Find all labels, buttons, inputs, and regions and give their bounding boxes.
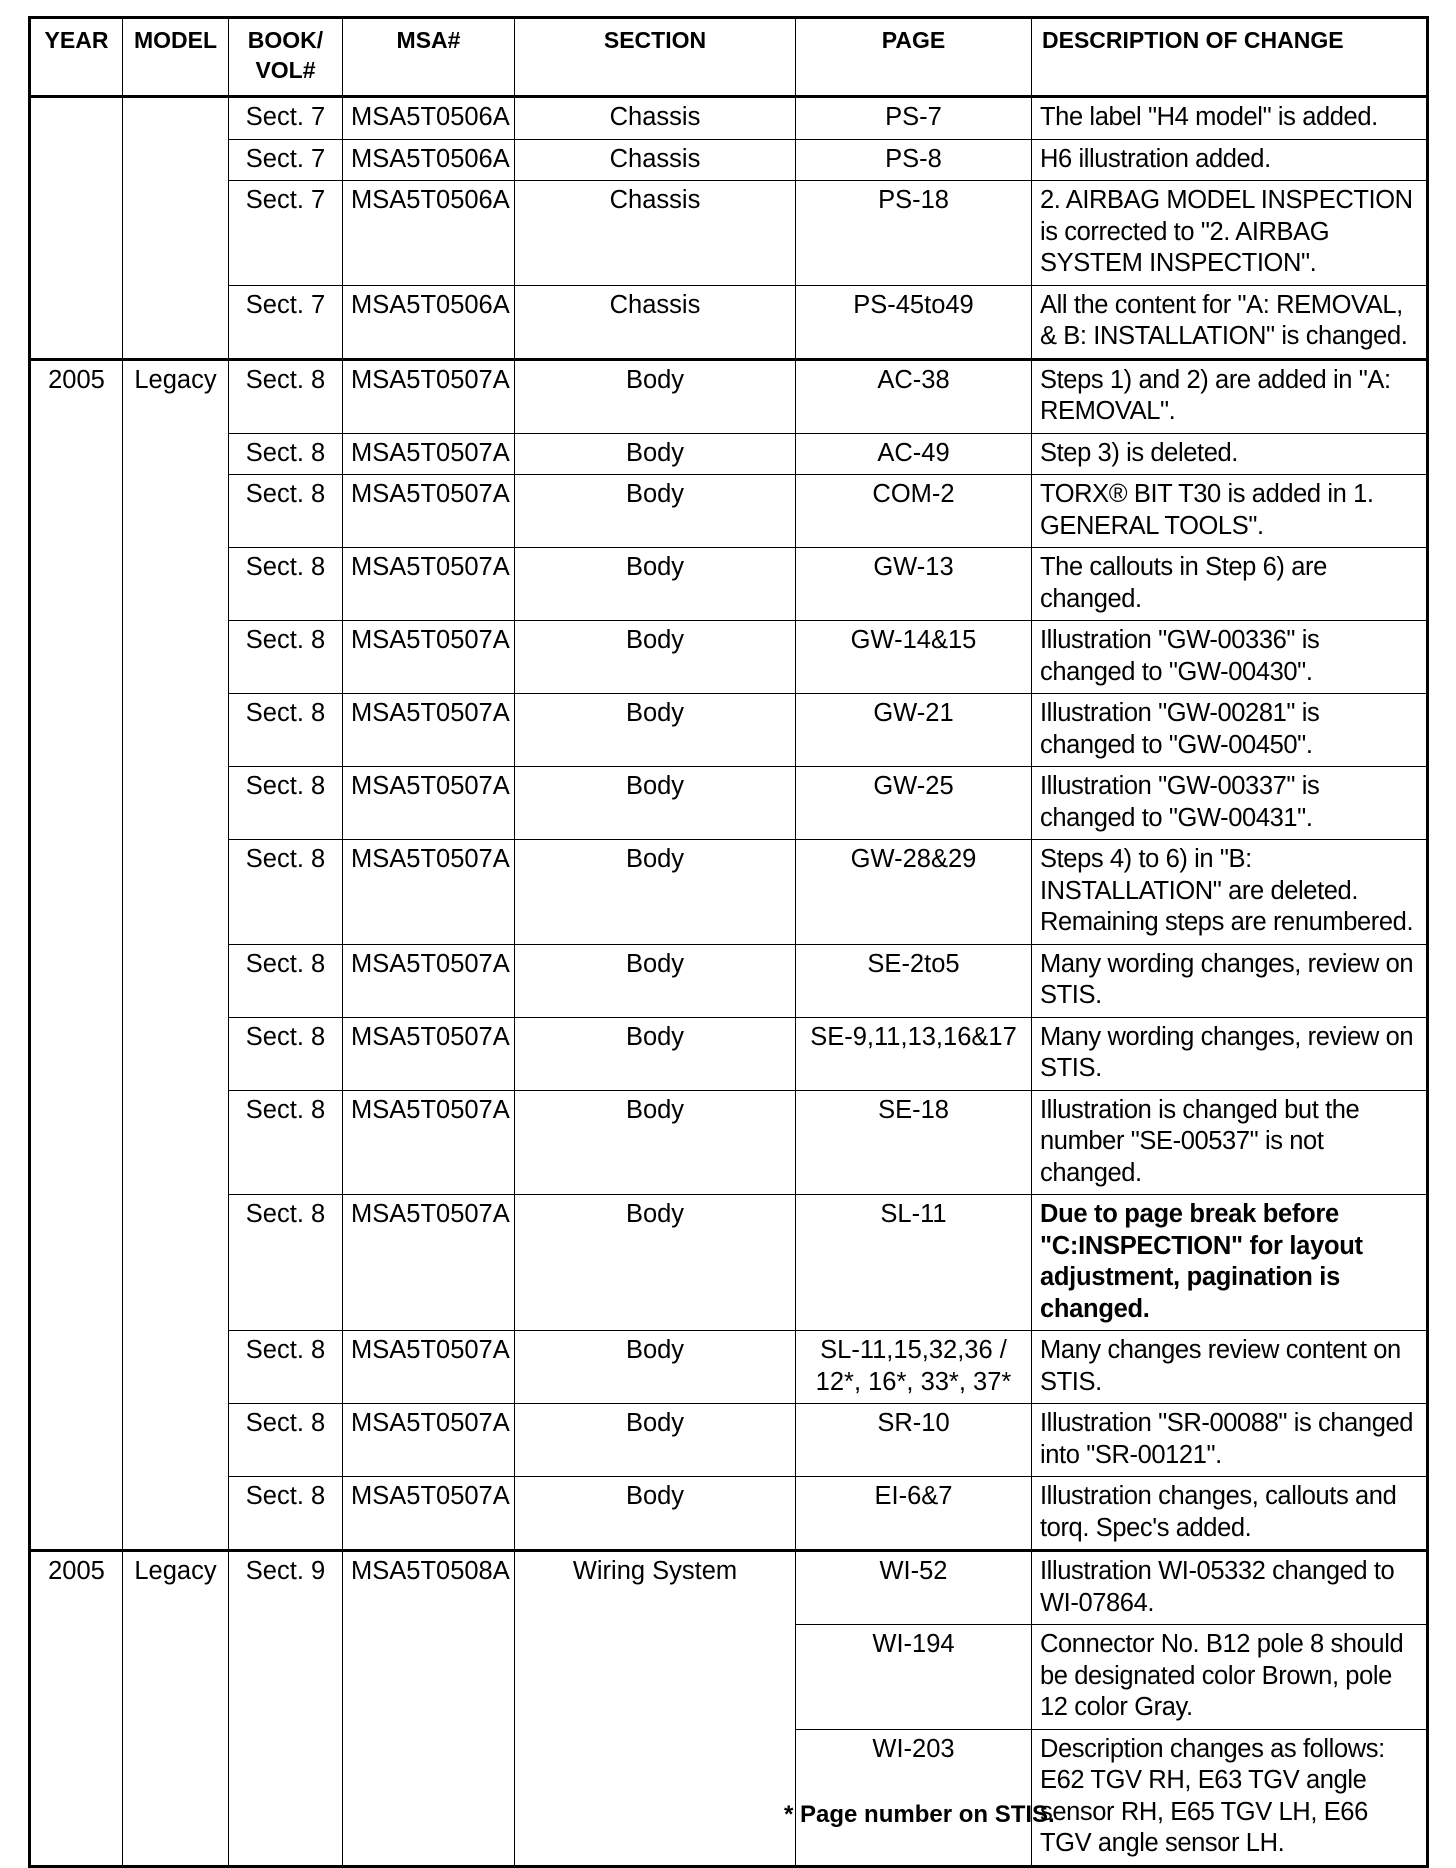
msa-cell: MSA5T0507A xyxy=(343,840,515,945)
section-cell: Wiring System xyxy=(515,1551,796,1867)
table-row xyxy=(30,1195,1428,1331)
table-body xyxy=(30,97,1428,1867)
description-cell: Illustration changes, callouts and torq. Spec's added. xyxy=(1032,1477,1428,1551)
msa-cell: MSA5T0507A xyxy=(343,944,515,1017)
year-cell: 2005 xyxy=(30,1551,123,1867)
description-cell: Step 3) is deleted. xyxy=(1032,433,1428,475)
section-cell: Body xyxy=(515,433,796,475)
section-cell: Body xyxy=(515,1404,796,1477)
page-cell: GW-25 xyxy=(796,767,1032,840)
msa-cell: MSA5T0507A xyxy=(343,359,515,433)
book-cell: Sect. 8 xyxy=(229,1195,343,1331)
table-row xyxy=(30,139,1428,181)
table-row xyxy=(30,359,1428,433)
page-cell: WI-194 xyxy=(796,1625,1032,1730)
description-cell: Illustration "GW-00281" is changed to "GW-00450". xyxy=(1032,694,1428,767)
page-cell: PS-45to49 xyxy=(796,285,1032,359)
msa-cell: MSA5T0506A xyxy=(343,285,515,359)
msa-cell: MSA5T0507A xyxy=(343,475,515,548)
model-cell: Legacy xyxy=(123,1551,229,1867)
table-row xyxy=(30,694,1428,767)
description-cell: Many changes review content on STIS. xyxy=(1032,1331,1428,1404)
description-cell: Illustration "GW-00337" is changed to "GW-00431". xyxy=(1032,767,1428,840)
header-year: YEAR xyxy=(30,18,123,97)
book-cell: Sect. 8 xyxy=(229,767,343,840)
table-row xyxy=(30,767,1428,840)
table-row xyxy=(30,840,1428,945)
table-row xyxy=(30,97,1428,140)
description-cell: TORX® BIT T30 is added in 1. GENERAL TOOLS". xyxy=(1032,475,1428,548)
section-cell: Body xyxy=(515,1195,796,1331)
page-cell: SL-11,15,32,36 / 12*, 16*, 33*, 37* xyxy=(796,1331,1032,1404)
book-cell: Sect. 8 xyxy=(229,475,343,548)
section-cell: Chassis xyxy=(515,139,796,181)
section-cell: Body xyxy=(515,1017,796,1090)
page-cell: GW-28&29 xyxy=(796,840,1032,945)
section-cell: Body xyxy=(515,840,796,945)
header-book-line2: VOL# xyxy=(255,57,316,83)
msa-cell: MSA5T0508A xyxy=(343,1551,515,1867)
section-cell: Body xyxy=(515,767,796,840)
page-cell: SE-2to5 xyxy=(796,944,1032,1017)
description-cell: The callouts in Step 6) are changed. xyxy=(1032,548,1428,621)
page-cell: WI-52 xyxy=(796,1551,1032,1625)
msa-cell: MSA5T0507A xyxy=(343,1195,515,1331)
page-cell: GW-21 xyxy=(796,694,1032,767)
msa-cell: MSA5T0507A xyxy=(343,767,515,840)
page-cell: PS-18 xyxy=(796,181,1032,286)
section-cell: Body xyxy=(515,1477,796,1551)
book-cell: Sect. 7 xyxy=(229,139,343,181)
model-cell: Legacy xyxy=(123,359,229,1551)
model-cell xyxy=(123,97,229,360)
table-row xyxy=(30,548,1428,621)
book-cell: Sect. 8 xyxy=(229,1331,343,1404)
description-cell: Steps 1) and 2) are added in "A: REMOVAL". xyxy=(1032,359,1428,433)
msa-cell: MSA5T0507A xyxy=(343,433,515,475)
section-cell: Chassis xyxy=(515,97,796,140)
header-msa: MSA# xyxy=(343,18,515,97)
page-cell: AC-38 xyxy=(796,359,1032,433)
table-row xyxy=(30,433,1428,475)
year-cell xyxy=(30,97,123,360)
page-cell: AC-49 xyxy=(796,433,1032,475)
year-cell: 2005 xyxy=(30,359,123,1551)
table-row xyxy=(30,1017,1428,1090)
msa-cell: MSA5T0507A xyxy=(343,1404,515,1477)
msa-cell: MSA5T0506A xyxy=(343,181,515,286)
section-cell: Body xyxy=(515,475,796,548)
table-row xyxy=(30,1477,1428,1551)
book-cell: Sect. 8 xyxy=(229,621,343,694)
description-cell: Illustration is changed but the number "SE-00537" is not changed. xyxy=(1032,1090,1428,1195)
page-cell: GW-13 xyxy=(796,548,1032,621)
section-cell: Chassis xyxy=(515,285,796,359)
table-row xyxy=(30,1551,1428,1625)
book-cell: Sect. 8 xyxy=(229,1017,343,1090)
page-cell: WI-203 xyxy=(796,1729,1032,1866)
section-cell: Body xyxy=(515,1090,796,1195)
description-cell: All the content for "A: REMOVAL, & B: INSTALLATION" is changed. xyxy=(1032,285,1428,359)
book-cell: Sect. 8 xyxy=(229,1477,343,1551)
description-cell: Connector No. B12 pole 8 should be designated color Brown, pole 12 color Gray. xyxy=(1032,1625,1428,1730)
book-cell: Sect. 8 xyxy=(229,548,343,621)
table-row xyxy=(30,1404,1428,1477)
page-cell: SE-18 xyxy=(796,1090,1032,1195)
book-cell: Sect. 8 xyxy=(229,694,343,767)
section-cell: Body xyxy=(515,694,796,767)
msa-cell: MSA5T0507A xyxy=(343,548,515,621)
change-log-sheet xyxy=(28,16,1426,1868)
book-cell: Sect. 9 xyxy=(229,1551,343,1867)
page-cell: COM-2 xyxy=(796,475,1032,548)
book-cell: Sect. 8 xyxy=(229,433,343,475)
header-section: SECTION xyxy=(515,18,796,97)
header-model: MODEL xyxy=(123,18,229,97)
section-cell: Chassis xyxy=(515,181,796,286)
page-cell: GW-14&15 xyxy=(796,621,1032,694)
section-cell: Body xyxy=(515,548,796,621)
book-cell: Sect. 8 xyxy=(229,840,343,945)
msa-cell: MSA5T0507A xyxy=(343,1017,515,1090)
description-cell: Steps 4) to 6) in "B: INSTALLATION" are deleted. Remaining steps are renumbered. xyxy=(1032,840,1428,945)
description-cell: Many wording changes, review on STIS. xyxy=(1032,944,1428,1017)
book-cell: Sect. 8 xyxy=(229,1090,343,1195)
table-row xyxy=(30,621,1428,694)
header-page: PAGE xyxy=(796,18,1032,97)
msa-cell: MSA5T0506A xyxy=(343,139,515,181)
book-cell: Sect. 8 xyxy=(229,944,343,1017)
table-row xyxy=(30,285,1428,359)
section-cell: Body xyxy=(515,944,796,1017)
description-cell: Due to page break before "C:INSPECTION" for layout adjustment, pagination is changed. xyxy=(1032,1195,1428,1331)
table-row xyxy=(30,475,1428,548)
page-cell: SL-11 xyxy=(796,1195,1032,1331)
page-cell: PS-7 xyxy=(796,97,1032,140)
page-cell: PS-8 xyxy=(796,139,1032,181)
table-row xyxy=(30,1090,1428,1195)
table-row xyxy=(30,1331,1428,1404)
description-cell: The label "H4 model" is added. xyxy=(1032,97,1428,140)
msa-cell: MSA5T0507A xyxy=(343,1090,515,1195)
msa-cell: MSA5T0507A xyxy=(343,1331,515,1404)
description-cell: Many wording changes, review on STIS. xyxy=(1032,1017,1428,1090)
book-cell: Sect. 7 xyxy=(229,97,343,140)
description-cell: Illustration "GW-00336" is changed to "GW-00430". xyxy=(1032,621,1428,694)
header-book-vol xyxy=(229,18,343,97)
table-row xyxy=(30,181,1428,286)
description-cell: 2. AIRBAG MODEL INSPECTION is corrected to "2. AIRBAG SYSTEM INSPECTION". xyxy=(1032,181,1428,286)
change-log-table xyxy=(28,16,1429,1868)
header-book-line1: BOOK/ xyxy=(247,27,324,53)
description-cell: Illustration WI-05332 changed to WI-07864. xyxy=(1032,1551,1428,1625)
book-cell: Sect. 8 xyxy=(229,1404,343,1477)
page-cell: EI-6&7 xyxy=(796,1477,1032,1551)
header-description: DESCRIPTION OF CHANGE xyxy=(1032,18,1428,97)
msa-cell: MSA5T0507A xyxy=(343,621,515,694)
section-cell: Body xyxy=(515,1331,796,1404)
description-cell: Description changes as follows: E62 TGV RH, E63 TGV angle sensor RH, E65 TGV LH, E66 TGV angle sensor LH. xyxy=(1032,1729,1428,1866)
book-cell: Sect. 7 xyxy=(229,285,343,359)
msa-cell: MSA5T0507A xyxy=(343,694,515,767)
msa-cell: MSA5T0507A xyxy=(343,1477,515,1551)
section-cell: Body xyxy=(515,621,796,694)
table-row xyxy=(30,944,1428,1017)
page-cell: SE-9,11,13,16&17 xyxy=(796,1017,1032,1090)
page-cell: SR-10 xyxy=(796,1404,1032,1477)
book-cell: Sect. 7 xyxy=(229,181,343,286)
description-cell: Illustration "SR-00088" is changed into "SR-00121". xyxy=(1032,1404,1428,1477)
footnote: * Page number on STIS. xyxy=(784,1801,1055,1828)
book-cell: Sect. 8 xyxy=(229,359,343,433)
table-header xyxy=(30,18,1428,97)
msa-cell: MSA5T0506A xyxy=(343,97,515,140)
description-cell: H6 illustration added. xyxy=(1032,139,1428,181)
section-cell: Body xyxy=(515,359,796,433)
